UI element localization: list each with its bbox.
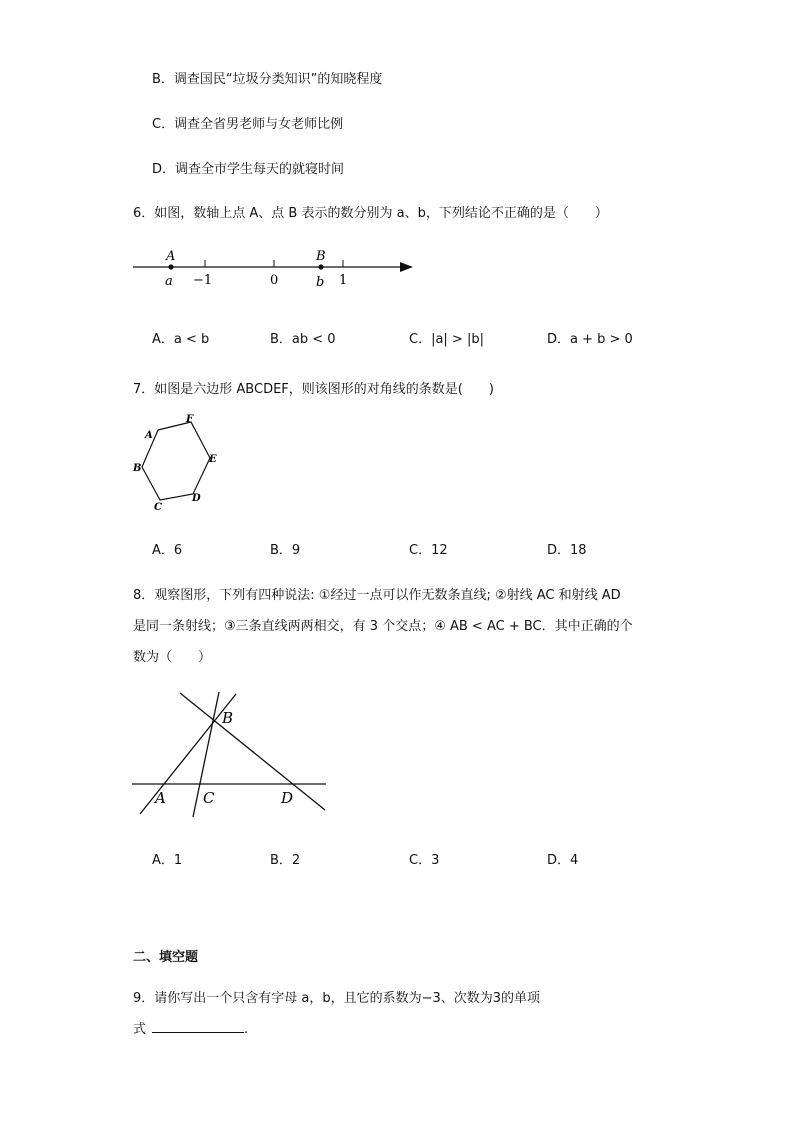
answer-blank[interactable] bbox=[152, 1020, 244, 1033]
point-b-var: b bbox=[316, 275, 325, 290]
q9-line2 bbox=[133, 1018, 248, 1037]
q7-stem: 7．如图是六边形 ABCDEF，则该图形的对角线的条数是( ) bbox=[133, 382, 494, 397]
q7-option-b: B．9 bbox=[270, 543, 301, 558]
q8-stem-line3: 数为（ ） bbox=[133, 650, 212, 665]
q6-option-d: D．a + b > 0 bbox=[547, 332, 633, 347]
q9-line1: 9．请你写出一个只含有字母 a，b，且它的系数为−3、次数为3的单项 bbox=[133, 991, 541, 1006]
q8-option-c: C．3 bbox=[409, 853, 440, 868]
line-bd bbox=[180, 693, 325, 810]
lines-figure bbox=[130, 688, 330, 820]
q6-option-b: B．ab < 0 bbox=[270, 332, 336, 347]
q7-option-a: A．6 bbox=[152, 543, 183, 558]
figure-label-c: C bbox=[203, 789, 215, 807]
q5-option-d: D．调查全市学生每天的就寝时间 bbox=[152, 162, 345, 177]
q5-option-b: B．调查国民“垃圾分类知识”的知晓程度 bbox=[152, 72, 383, 87]
hexagon-label-f: F bbox=[186, 414, 194, 425]
q5-option-c: C．调查全省男老师与女老师比例 bbox=[152, 117, 344, 132]
hexagon-label-c: C bbox=[154, 502, 162, 513]
q8-stem-line1: 8．观察图形，下列有四种说法: ①经过一点可以作无数条直线; ②射线 AC 和射线 AD bbox=[133, 588, 621, 603]
hexagon-label-a: A bbox=[145, 430, 153, 441]
point-b-dot bbox=[318, 264, 323, 269]
q6-option-c: C．|a| > |b| bbox=[409, 332, 484, 347]
q6-stem: 6．如图，数轴上点 A、点 B 表示的数分别为 a、b，下列结论不正确的是（ ） bbox=[133, 206, 608, 221]
point-b-label: B bbox=[316, 249, 326, 264]
q8-option-b: B．2 bbox=[270, 853, 301, 868]
tick-label-zero: 0 bbox=[270, 273, 279, 288]
figure-label-b: B bbox=[222, 709, 234, 727]
q8-option-d: D．4 bbox=[547, 853, 579, 868]
q9-line2-prefix: 式 bbox=[133, 1022, 147, 1037]
figure-label-a: A bbox=[155, 789, 166, 807]
hexagon-label-b: B bbox=[133, 463, 142, 474]
q8-stem-line2: 是同一条射线；③三条直线两两相交，有 3 个交点；④ AB < AC + BC．其中正确的个 bbox=[133, 619, 633, 634]
hexagon-figure bbox=[130, 412, 230, 517]
tick-label-one: 1 bbox=[339, 273, 348, 288]
hexagon-label-d: D bbox=[192, 493, 201, 504]
tick-label-minus-one: −1 bbox=[193, 273, 213, 288]
point-a-label: A bbox=[166, 249, 176, 264]
axis-arrow-icon bbox=[400, 262, 413, 272]
number-line-figure bbox=[130, 245, 420, 295]
point-a-var: a bbox=[165, 274, 173, 289]
point-a-dot bbox=[168, 264, 173, 269]
q9-line2-suffix: . bbox=[244, 1022, 249, 1037]
hexagon-label-e: E bbox=[209, 454, 217, 465]
figure-label-d: D bbox=[281, 789, 294, 807]
q8-option-a: A．1 bbox=[152, 853, 183, 868]
q7-option-c: C．12 bbox=[409, 543, 448, 558]
q6-option-a: A．a < b bbox=[152, 332, 210, 347]
q7-option-d: D．18 bbox=[547, 543, 587, 558]
section-title: 二、填空题 bbox=[133, 950, 199, 965]
